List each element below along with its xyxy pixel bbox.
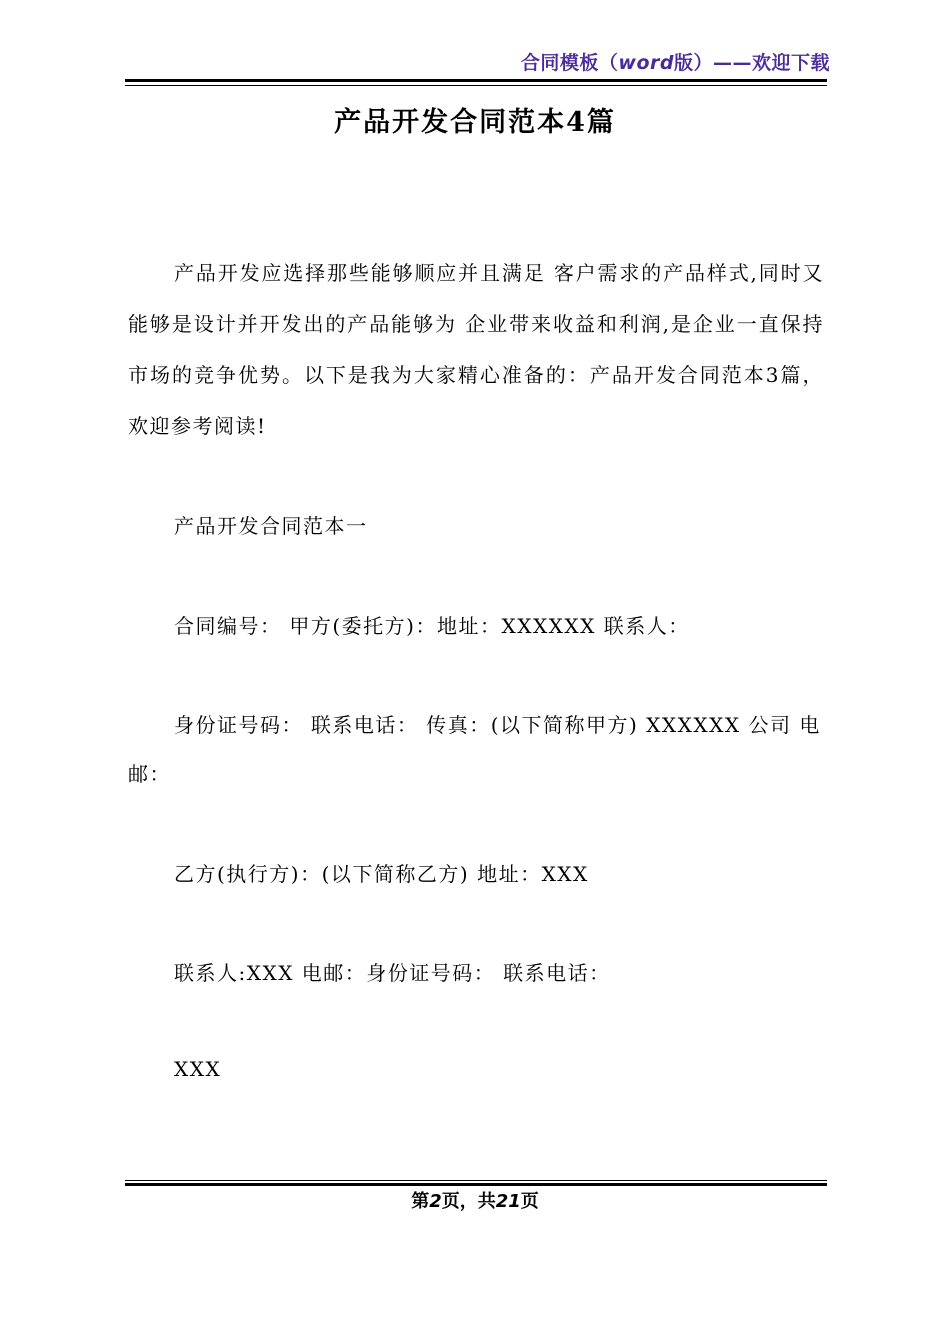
page-footer — [0, 1187, 950, 1213]
header-banner — [521, 48, 830, 75]
section-title: 产品开发合同范本一 — [174, 514, 368, 538]
xxx-line: XXX — [174, 1057, 222, 1081]
contract-number-line: 合同编号： 甲方(委托方)：地址：XXXXXX 联系人： — [174, 614, 690, 638]
footer-rule-thick — [125, 1183, 827, 1186]
footer-rule-thin — [125, 1180, 827, 1181]
header-prefix: 合同模板（ — [520, 52, 619, 74]
intro-paragraph: 产品开发应选择那些能够顺应并且满足 客户需求的产品样式,同时又能够是设计并开发出的产品能够为 企业带来收益和利润,是企业一直保持市场的竞争优势。以下是我为大家精心准备的：产品开发合同范本3篇，欢迎参考阅读! — [128, 261, 824, 438]
header-rule-thin — [125, 85, 827, 86]
footer-total-pages: 21 — [495, 1191, 521, 1212]
id-phone-line-cont: 邮： — [128, 762, 171, 786]
contact-b-line: 联系人:XXX 电邮：身份证号码： 联系电话： — [174, 961, 611, 985]
footer-suffix: 页 — [520, 1191, 539, 1212]
header-suffix: 版）——欢迎下载 — [673, 52, 830, 74]
id-phone-line: 身份证号码： 联系电话： 传真：(以下简称甲方) XXXXXX 公司 电 — [174, 713, 821, 737]
footer-page-number: 2 — [429, 1191, 442, 1212]
page-title: 产品开发合同范本4篇 — [334, 107, 616, 138]
header-rule-thick — [125, 79, 827, 82]
footer-middle: 页，共 — [441, 1191, 496, 1212]
party-b-line: 乙方(执行方)：(以下简称乙方) 地址：XXX — [174, 862, 589, 886]
header-word: word — [618, 52, 674, 74]
footer-prefix: 第 — [411, 1191, 430, 1212]
